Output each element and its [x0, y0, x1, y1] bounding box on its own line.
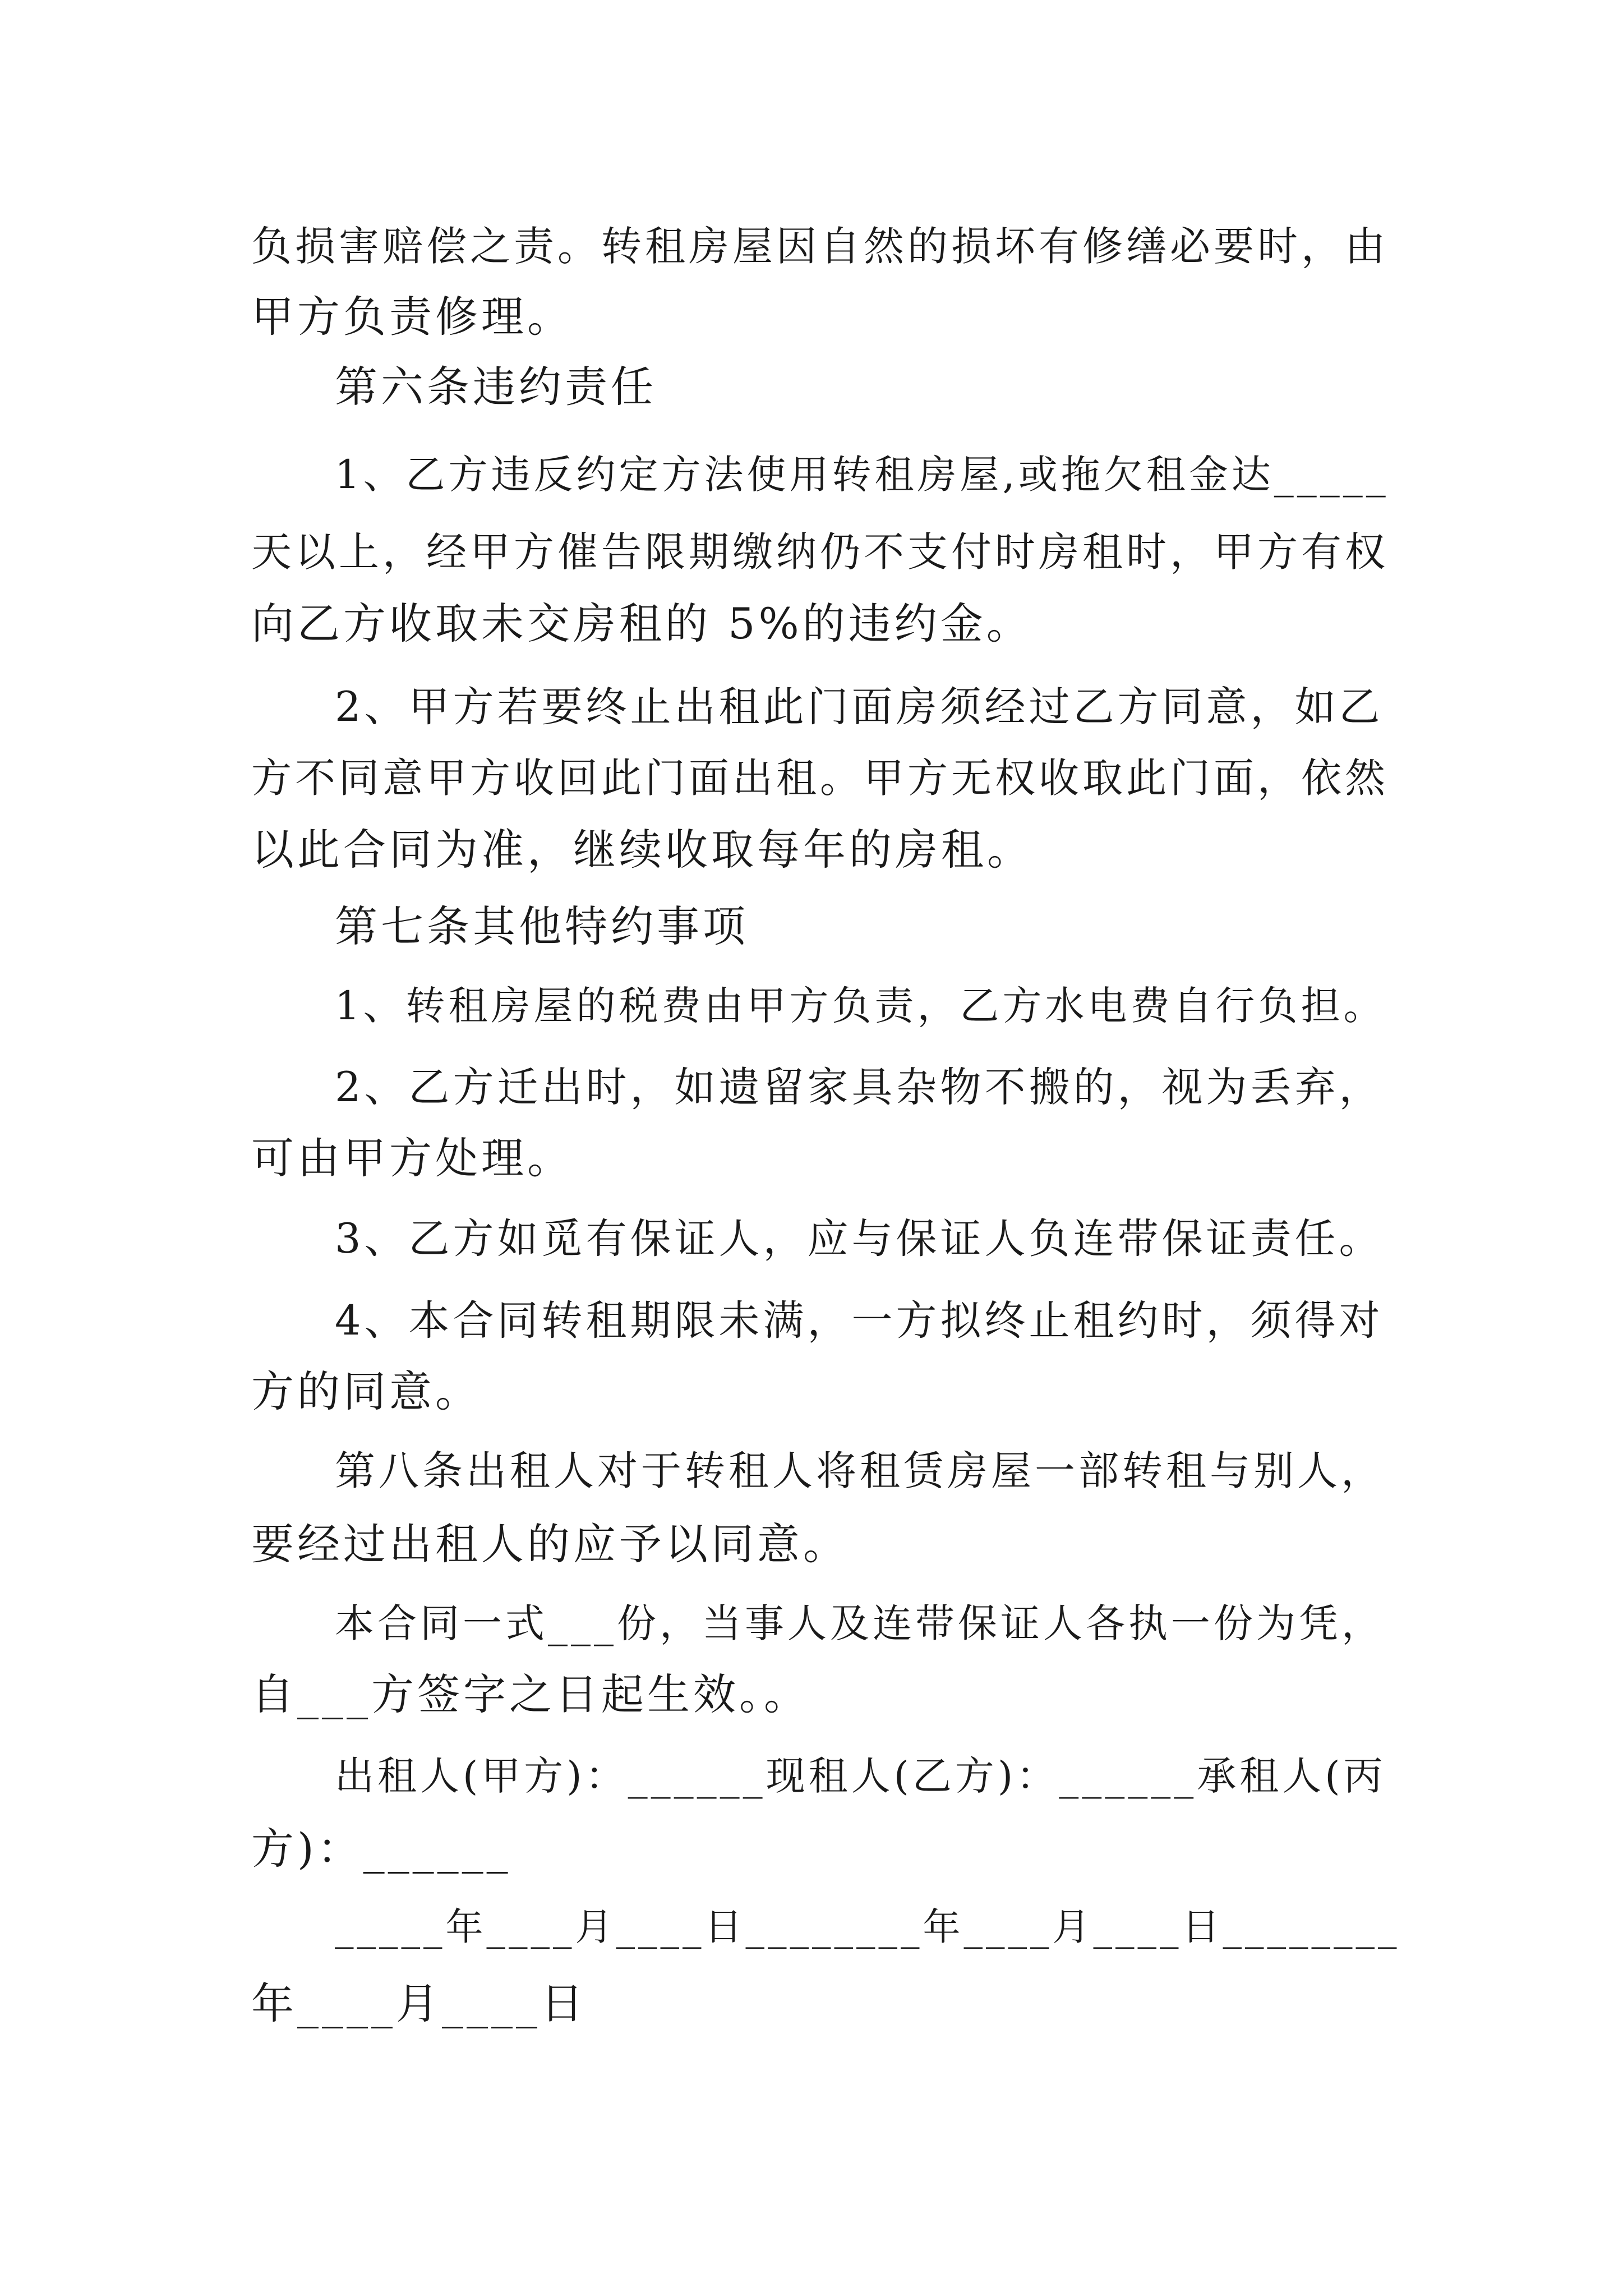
section-heading: 第六条违约责任	[335, 362, 657, 412]
paragraph-line: 方不同意甲方收回此门面出租。甲方无权收取此门面，依然	[251, 754, 1389, 802]
paragraph-line: 负损害赔偿之责。转租房屋因自然的损坏有修缮必要时，由	[251, 223, 1389, 270]
paragraph-line: 以此合同为准，继续收取每年的房租。	[251, 825, 1033, 875]
signature-line: 方)：______	[251, 1824, 511, 1874]
paragraph-line: 自___方签字之日起生效。。	[251, 1669, 810, 1719]
date-line: 年____月____日	[251, 1978, 587, 2028]
paragraph-line: 天以上，经甲方催告限期缴纳仍不支付时房租时，甲方有权	[251, 528, 1389, 576]
paragraph-line: 第八条出租人对于转租人将租赁房屋一部转租与别人，	[335, 1447, 1385, 1494]
paragraph-line: 1、乙方违反约定方法使用转租房屋,或拖欠租金达_____	[335, 452, 1389, 498]
paragraph-line: 4、本合同转租期限未满，一方拟终止租约时，须得对	[335, 1297, 1384, 1345]
section-heading: 第七条其他特约事项	[335, 901, 749, 951]
paragraph-line: 向乙方收取未交房租的 5%的违约金。	[251, 599, 1032, 648]
paragraph-line: 2、乙方迁出时，如遗留家具杂物不搬的，视为丢弃，	[335, 1064, 1384, 1111]
paragraph-line: 甲方负责修理。	[251, 292, 573, 342]
date-line: _____年____月____日________年____月____日________	[335, 1905, 1400, 1949]
paragraph-line: 方的同意。	[251, 1366, 481, 1416]
paragraph-line: 要经过出租人的应予以同意。	[251, 1519, 849, 1569]
paragraph-line: 1、转租房屋的税费由甲方负责，乙方水电费自行负担。	[335, 983, 1386, 1029]
paragraph-line: 2、甲方若要终止出租此门面房须经过乙方同意，如乙	[335, 683, 1384, 731]
paragraph-line: 3、乙方如觅有保证人，应与保证人负连带保证责任。	[335, 1215, 1384, 1263]
paragraph-line: 本合同一式___份，当事人及连带保证人各执一份为凭，	[335, 1600, 1384, 1646]
paragraph-line: 可由甲方处理。	[251, 1133, 573, 1183]
signature-line: 出租人(甲方)：______现租人(乙方)：______承租人(丙	[335, 1753, 1386, 1799]
